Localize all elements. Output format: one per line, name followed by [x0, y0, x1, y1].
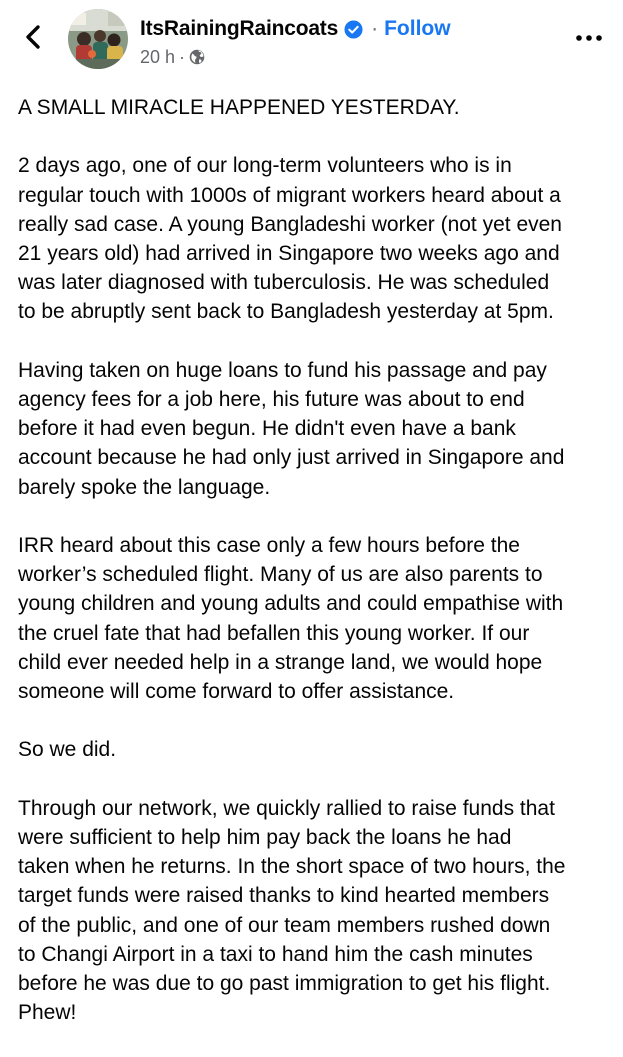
follow-button[interactable]: Follow	[384, 17, 451, 40]
post-paragraph	[18, 531, 614, 706]
post-text-line: Having taken on huge loans to fund his passage and pay	[18, 358, 547, 382]
post-text-line: child ever needed help in a strange land, we would hope	[18, 650, 543, 674]
post-text-line: before he was due to go past immigration to get his flight.	[18, 972, 551, 996]
post-text-line: So we did.	[18, 738, 117, 762]
post-text-line: 2 days ago, one of our long-term volunteers who is in	[18, 154, 512, 178]
post-text-line: account because he had only just arrived in Singapore and	[18, 446, 565, 470]
post-text-line: to Changi Airport in a taxi to hand him the cash minutes	[18, 942, 533, 966]
post-text-line: A SMALL MIRACLE HAPPENED YESTERDAY.	[18, 96, 460, 119]
post-text-line: of the public, and one of our team members rushed down	[18, 913, 551, 937]
more-options-button[interactable]	[572, 26, 606, 50]
post-text-line: regular touch with 1000s of migrant workers heard about a	[18, 183, 561, 207]
post-text-line: the cruel fate that had befallen this young worker. If our	[18, 621, 530, 645]
post-text-line: agency fees for a job here, his future was about to end	[18, 388, 525, 411]
post-text-line: worker’s scheduled flight. Many of us are also parents to	[18, 563, 543, 587]
page-name[interactable]: ItsRainingRaincoats	[140, 17, 339, 40]
chevron-left-icon	[18, 22, 48, 52]
back-button[interactable]	[18, 22, 48, 52]
timestamp[interactable]: 20 h	[140, 46, 176, 67]
post-text-line: IRR heard about this case only a few hours before the	[18, 534, 520, 557]
post-text-line: target funds were raised thanks to kind hearted members	[18, 884, 550, 908]
post-header	[0, 0, 623, 80]
meta-separator: ·	[179, 46, 186, 67]
post-text-line: barely spoke the language.	[18, 475, 271, 499]
post-text-line: to be abruptly sent back to Bangladesh yesterday at 5pm.	[18, 300, 554, 324]
post-text-line: Through our network, we quickly rallied to raise funds that	[18, 796, 555, 820]
post-text-line: 21 years old) had arrived in Singapore two weeks ago and	[18, 242, 560, 265]
post-text-line: were sufficient to help him pay back the loans he had	[18, 826, 512, 849]
name-row	[140, 15, 451, 43]
post-paragraph	[18, 794, 614, 1028]
post-paragraph	[18, 151, 614, 326]
globe-icon	[189, 49, 205, 65]
avatar-photo	[68, 9, 128, 69]
post-text-line: young children and young adults and could empathise with	[18, 592, 564, 616]
post-text-line: Phew!	[18, 1001, 77, 1025]
separator-dot: ·	[371, 17, 379, 40]
post-text-line: someone will come forward to offer assistance.	[18, 680, 455, 704]
post-paragraph	[18, 93, 614, 122]
verified-badge-icon	[344, 20, 363, 39]
post-meta	[140, 45, 205, 69]
more-options-icon	[572, 26, 606, 50]
post-text	[18, 93, 614, 1057]
avatar[interactable]	[68, 9, 128, 69]
post-text-line: taken when he returns. In the short space of two hours, the	[18, 855, 566, 879]
post-paragraph	[18, 356, 614, 502]
post-text-line: before it had even begun. He didn't even have a bank	[18, 417, 516, 441]
post-paragraph	[18, 735, 614, 764]
post-text-line: really sad case. A young Bangladeshi worker (not yet even	[18, 212, 562, 236]
post-text-line: was later diagnosed with tuberculosis. He was scheduled	[18, 271, 550, 295]
